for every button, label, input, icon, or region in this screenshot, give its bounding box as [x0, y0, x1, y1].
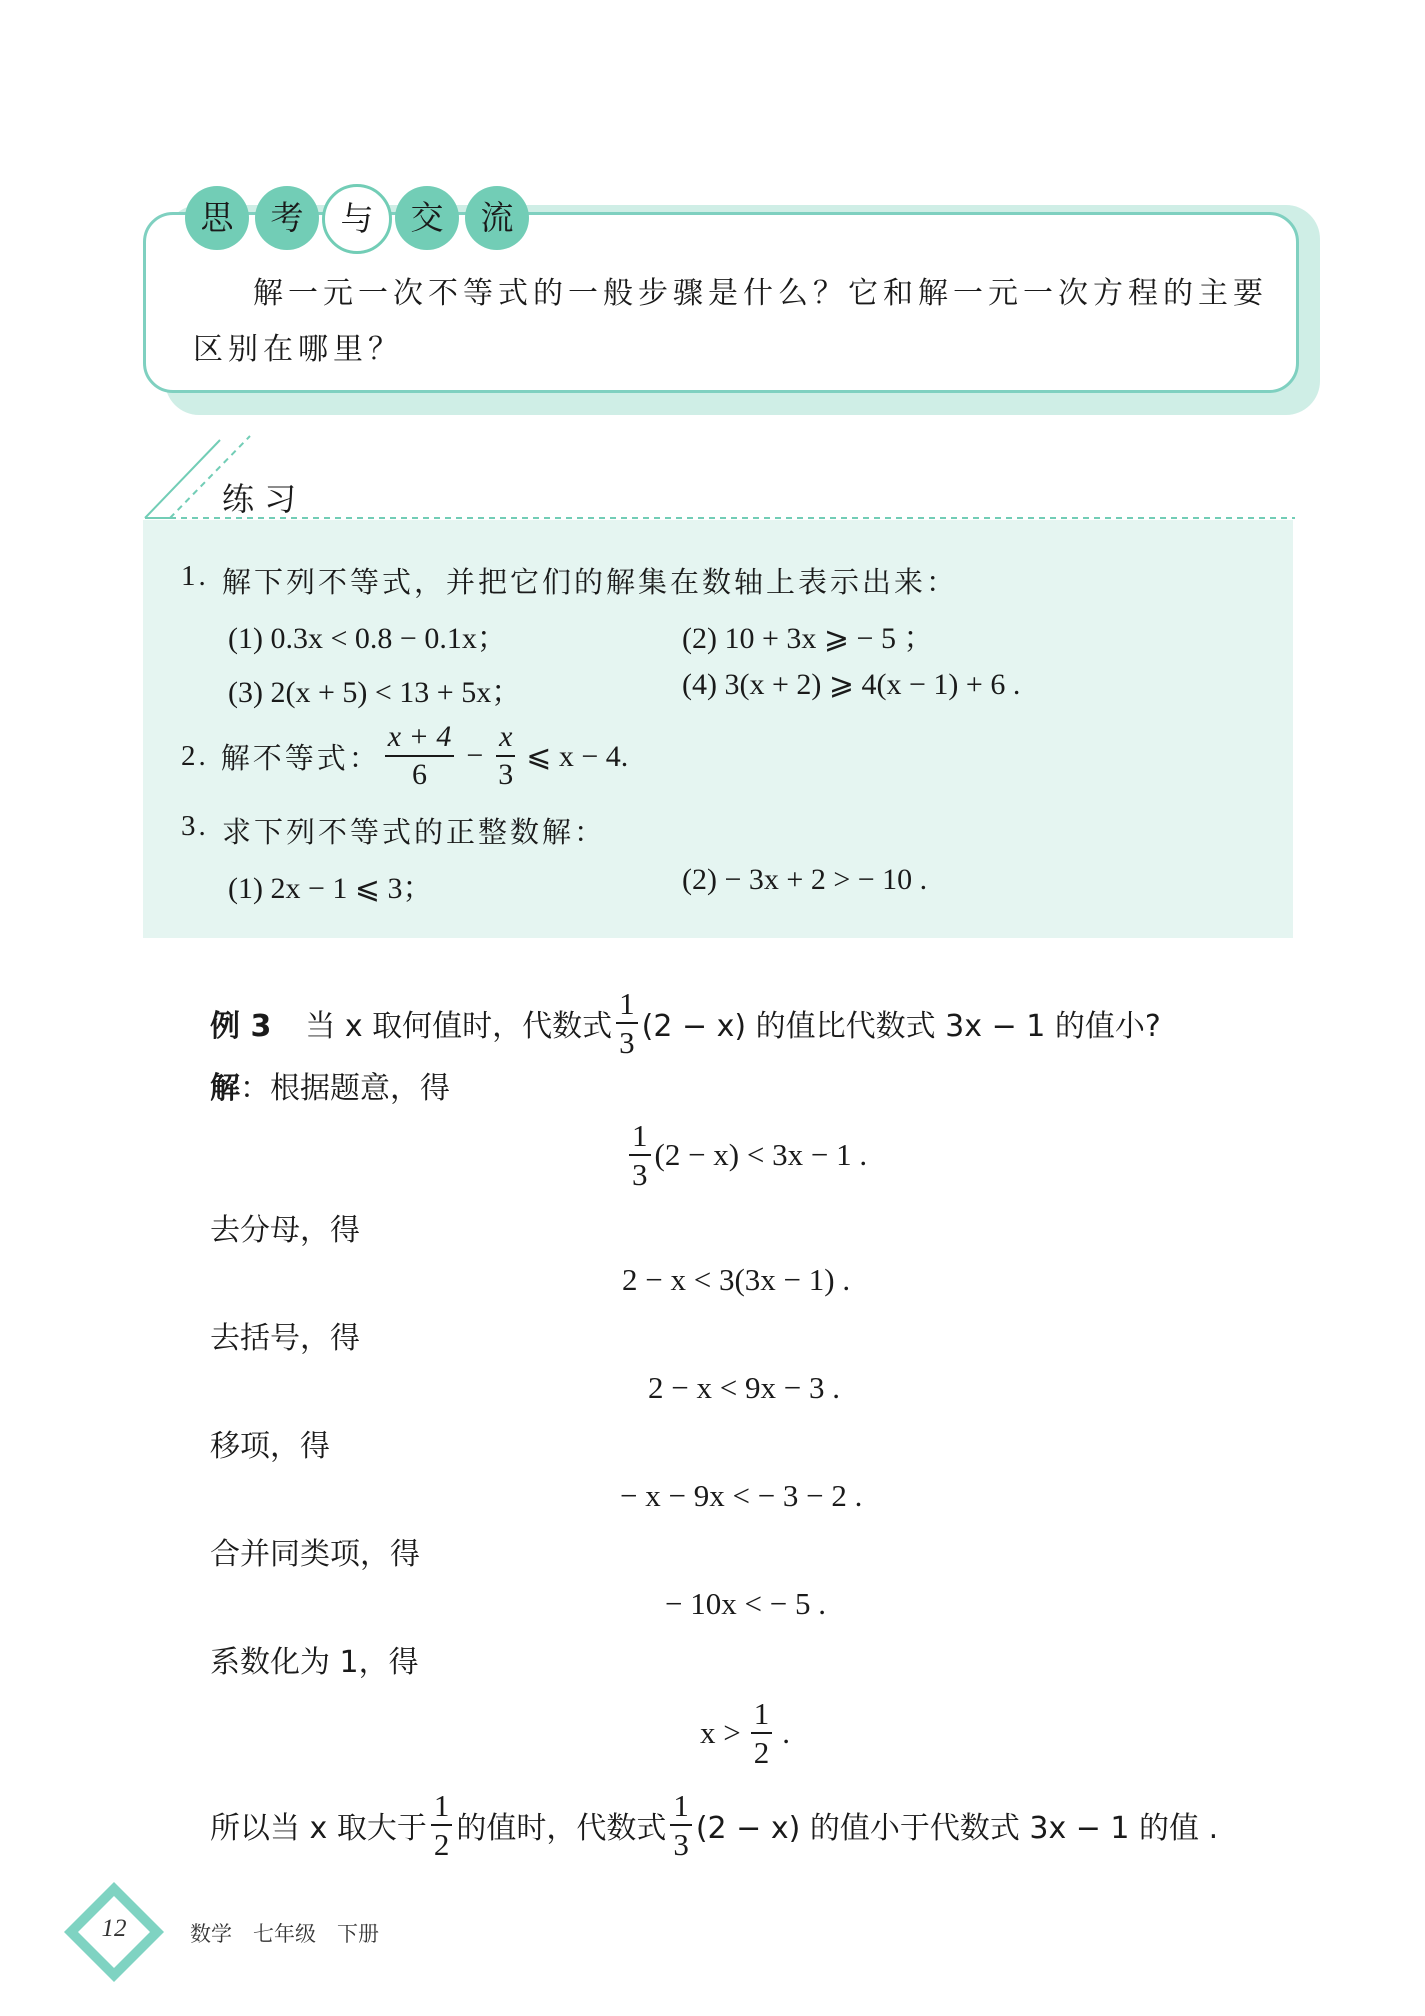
concl-f1-num: 1: [431, 1790, 453, 1826]
q2-fraction-1: [385, 722, 455, 790]
equation-1: [625, 1120, 867, 1190]
step-4-text: 移项，得: [210, 1429, 330, 1464]
eq1-fraction: [629, 1120, 651, 1190]
concl-f1-den: 2: [433, 1827, 450, 1862]
concl-f2-num: 1: [670, 1790, 692, 1826]
think-question-line-2: 区别在哪里？: [193, 332, 403, 367]
eq1-rest: (2 − x) < 3x − 1 .: [654, 1137, 868, 1172]
q1-part-4: (4) 3(x + 2) ⩾ 4(x − 1) + 6 .: [682, 668, 1021, 701]
think-title-char-5: 流: [465, 186, 529, 250]
q1-part-3: (3) 2(x + 5) < 13 + 5x；: [228, 676, 522, 709]
conclusion-fraction-1: [431, 1790, 453, 1860]
q2-text: 解不等式：: [220, 740, 381, 775]
solution-text: ：根据题意，得: [240, 1071, 450, 1106]
equation-6: [700, 1698, 790, 1768]
q2-frac2-num: x: [496, 722, 515, 757]
q3-part-2: (2) − 3x + 2 > − 10 .: [682, 863, 928, 896]
q2-tail: ⩽ x − 4.: [526, 739, 629, 773]
q3-text: 求下列不等式的正整数解：: [222, 815, 607, 849]
think-title-char-1: 思: [185, 186, 249, 250]
conclusion-pre: 所以当 x 取大于: [210, 1811, 427, 1846]
think-title-char-3: 与: [322, 184, 392, 254]
equation-4: − x − 9x < − 3 − 2 .: [620, 1478, 863, 1513]
book-info: 数学 七年级 下册: [190, 1922, 379, 1946]
q2-frac2-den: 3: [498, 758, 514, 791]
conclusion: [210, 1790, 1218, 1860]
concl-f2-den: 3: [673, 1827, 689, 1862]
example-question-pre: 当 x 取何值时，代数式: [305, 1009, 613, 1044]
step-6-text: 系数化为 1，得: [210, 1645, 419, 1680]
example-label: 例 3: [210, 1009, 272, 1044]
conclusion-post: (2 − x) 的值小于代数式 3x − 1 的值 .: [695, 1811, 1219, 1846]
step-2-text: 去分母，得: [210, 1213, 360, 1248]
eq6-frac-num: 1: [751, 1698, 773, 1734]
q2-minus: −: [466, 739, 484, 772]
conclusion-mid: 的值时，代数式: [456, 1811, 667, 1846]
q3-part-1: (1) 2x − 1 ⩽ 3；: [228, 872, 433, 905]
conclusion-fraction-2: [670, 1790, 692, 1860]
equation-3: 2 − x < 9x − 3 .: [648, 1370, 840, 1405]
q1-part-2: (2) 10 + 3x ⩾ − 5 ；: [682, 622, 934, 655]
equation-2: 2 − x < 3(3x − 1) .: [622, 1262, 851, 1297]
eq1-frac-num: 1: [629, 1120, 651, 1156]
page-number: 12: [101, 1915, 127, 1942]
q2-frac1-num: x + 4: [385, 722, 455, 757]
example-3-question: [210, 988, 1161, 1058]
practice-title: 练 习: [222, 480, 297, 518]
example-q-frac-den: 3: [619, 1025, 635, 1060]
q1-part-1: (1) 0.3x < 0.8 − 0.1x；: [228, 622, 507, 655]
think-title-char-4: 交: [395, 186, 459, 250]
q2-line: [181, 722, 628, 790]
think-question-line-1: 解一元一次不等式的一般步骤是什么？它和解一元一次方程的主要: [253, 276, 1268, 311]
eq6-pre: x >: [700, 1715, 741, 1750]
q3-label: 3.: [181, 810, 209, 842]
solution-label: 解: [210, 1071, 240, 1106]
example-q-frac-num: 1: [616, 988, 638, 1024]
q2-label: 2.: [181, 739, 209, 772]
example-question-mid: (2 − x) 的值比代数式 3x − 1 的值小?: [641, 1009, 1161, 1044]
eq1-frac-den: 3: [632, 1157, 648, 1192]
practice-header-decoration: [140, 430, 1300, 520]
think-title-char-2: 考: [255, 186, 319, 250]
eq6-frac-den: 2: [753, 1735, 770, 1770]
example-question-fraction: [616, 988, 638, 1058]
eq6-fraction: [751, 1698, 773, 1768]
step-3-text: 去括号，得: [210, 1321, 360, 1356]
eq6-post: .: [782, 1715, 790, 1750]
equation-5: − 10x < − 5 .: [665, 1586, 826, 1621]
q2-fraction-2: [495, 722, 516, 790]
step-5-text: 合并同类项，得: [210, 1537, 420, 1572]
solution-intro: [210, 1063, 450, 1107]
q1-label: 1.: [181, 560, 209, 592]
q1-text: 解下列不等式，并把它们的解集在数轴上表示出来：: [222, 565, 959, 599]
q2-frac1-den: 6: [412, 758, 428, 791]
